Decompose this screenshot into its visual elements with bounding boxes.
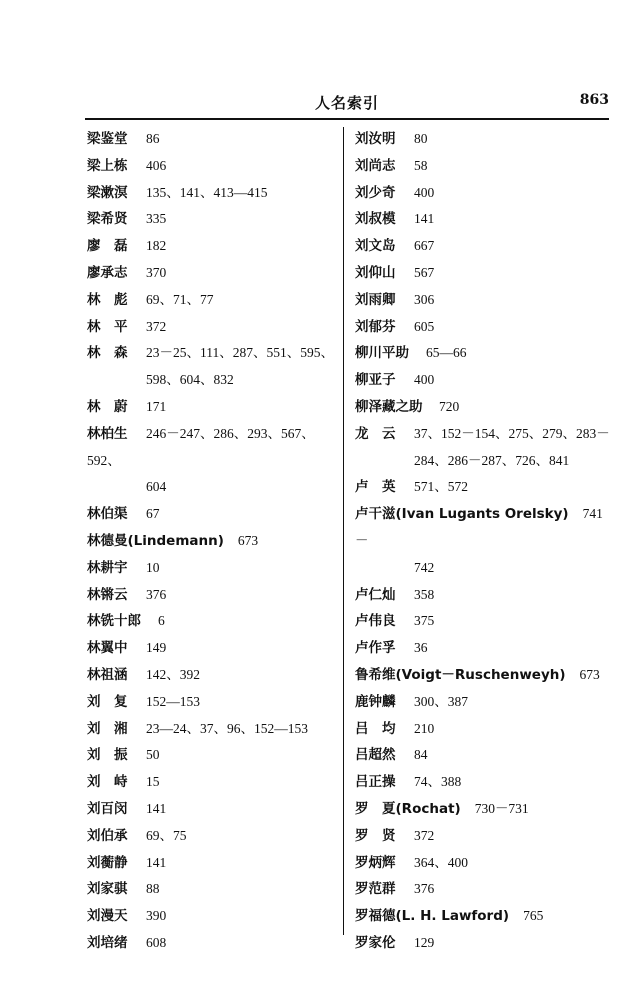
index-name: 刘 峙 bbox=[87, 774, 128, 791]
index-page-refs: 182 bbox=[146, 238, 167, 254]
index-entry bbox=[355, 635, 613, 662]
index-name: 林伯渠 bbox=[87, 506, 128, 523]
index-entry bbox=[355, 421, 613, 475]
index-entry-line bbox=[355, 287, 613, 314]
index-entry bbox=[87, 876, 337, 903]
index-name: 刘少奇 bbox=[355, 184, 396, 201]
index-name: 林铣十郎 bbox=[87, 613, 141, 630]
index-entry-line bbox=[87, 206, 337, 233]
index-page-refs-continued: 742 bbox=[414, 559, 435, 575]
index-entry bbox=[87, 582, 337, 609]
index-name: 刘郁芬 bbox=[355, 318, 396, 335]
index-entry-line bbox=[355, 233, 613, 260]
index-name: 刘百闵 bbox=[87, 800, 128, 817]
index-name: 梁希贤 bbox=[87, 211, 128, 228]
index-entry bbox=[355, 394, 613, 421]
index-entry bbox=[355, 367, 613, 394]
index-entry bbox=[355, 716, 613, 743]
index-page-refs: 765 bbox=[523, 908, 544, 924]
index-entry-line bbox=[355, 769, 613, 796]
index-entry-line bbox=[87, 876, 337, 903]
index-name: 吕 均 bbox=[355, 720, 396, 737]
index-name: 林德曼(Lindemann) bbox=[87, 532, 224, 549]
index-entry-line bbox=[355, 206, 613, 233]
index-entry-line bbox=[87, 314, 337, 341]
index-entry bbox=[355, 260, 613, 287]
page-number: 863 bbox=[579, 92, 609, 108]
index-entry bbox=[355, 742, 613, 769]
index-page-refs: 80 bbox=[414, 131, 428, 146]
index-entry-line bbox=[87, 930, 337, 957]
index-page-refs: 6 bbox=[158, 613, 165, 629]
index-page-refs: 23－25、111、287、551、595、 bbox=[146, 345, 334, 361]
index-name: 刘家骐 bbox=[87, 881, 128, 898]
index-entry bbox=[355, 876, 613, 903]
index-entry bbox=[355, 206, 613, 233]
index-entry bbox=[355, 823, 613, 850]
index-name: 林耕宇 bbox=[87, 559, 128, 576]
index-entry-line bbox=[355, 340, 613, 367]
index-name: 鹿钟麟 bbox=[355, 693, 396, 710]
index-name: 刘雨卿 bbox=[355, 291, 396, 308]
index-name: 卢作孚 bbox=[355, 640, 396, 657]
index-name: 刘 湘 bbox=[87, 720, 128, 737]
index-page-refs: 129 bbox=[414, 934, 435, 950]
index-name: 刘汝明 bbox=[355, 131, 396, 147]
index-entry-line bbox=[87, 689, 337, 716]
index-page-refs: 335 bbox=[146, 211, 167, 227]
index-entry-line bbox=[355, 796, 613, 823]
index-entry-line bbox=[355, 582, 613, 609]
index-entry-line bbox=[87, 582, 337, 609]
index-entry bbox=[87, 930, 337, 957]
index-page-refs: 246－247、286、293、567、592、 bbox=[87, 425, 315, 468]
index-page-refs: 23—24、37、96、152—153 bbox=[146, 720, 308, 736]
index-entry bbox=[87, 126, 337, 153]
index-name: 林祖涵 bbox=[87, 666, 128, 683]
index-entry-line bbox=[355, 930, 613, 957]
index-page-refs: 372 bbox=[146, 318, 167, 334]
index-page-refs: 15 bbox=[146, 774, 160, 790]
index-entry bbox=[355, 930, 613, 957]
index-entry-line bbox=[355, 876, 613, 903]
index-entry-line bbox=[355, 474, 613, 501]
index-name: 刘伯承 bbox=[87, 827, 128, 844]
index-entry bbox=[355, 796, 613, 823]
index-name: 柳亚子 bbox=[355, 372, 396, 389]
index-entry bbox=[87, 823, 337, 850]
running-head bbox=[85, 92, 609, 114]
index-page-refs: 84 bbox=[414, 747, 428, 763]
index-entry-line bbox=[87, 233, 337, 260]
index-entry bbox=[87, 555, 337, 582]
index-page-refs: 88 bbox=[146, 881, 160, 897]
index-page-refs: 741－ bbox=[355, 506, 603, 548]
index-name: 林 平 bbox=[87, 318, 128, 335]
index-entry bbox=[87, 769, 337, 796]
index-page-refs: 400 bbox=[414, 184, 435, 200]
column-divider bbox=[343, 127, 344, 935]
index-entry bbox=[87, 233, 337, 260]
index-entry bbox=[87, 260, 337, 287]
index-entry-line bbox=[87, 501, 337, 528]
index-page-refs: 141 bbox=[146, 800, 167, 816]
index-entry bbox=[87, 153, 337, 180]
index-name: 龙 云 bbox=[355, 425, 396, 442]
index-entry-line bbox=[87, 850, 337, 877]
index-entry bbox=[355, 287, 613, 314]
index-page-refs: 400 bbox=[414, 372, 435, 388]
index-entry bbox=[87, 287, 337, 314]
index-entry-line bbox=[355, 635, 613, 662]
index-entry-line bbox=[87, 340, 337, 367]
index-name: 廖承志 bbox=[87, 264, 128, 281]
index-name: 刘叔模 bbox=[355, 211, 396, 228]
index-name: 鲁希维(Voigt－Ruschenweyh) bbox=[355, 666, 566, 683]
index-entry-line bbox=[355, 850, 613, 877]
index-page-refs: 673 bbox=[237, 532, 259, 548]
index-entry bbox=[87, 394, 337, 421]
index-page-refs: 375 bbox=[414, 613, 435, 629]
index-entry bbox=[355, 126, 613, 153]
index-page-refs: 376 bbox=[414, 881, 435, 897]
index-name: 柳川平助 bbox=[355, 345, 409, 362]
index-entry-line bbox=[87, 608, 337, 635]
index-page-refs: 10 bbox=[146, 559, 160, 575]
index-entry bbox=[87, 340, 337, 394]
index-entry-line bbox=[355, 314, 613, 341]
index-page-refs: 673 bbox=[579, 666, 600, 682]
index-name: 卢伟良 bbox=[355, 613, 396, 630]
right-column bbox=[355, 126, 613, 957]
index-name: 卢干滋(Ivan Lugants Orelsky) bbox=[355, 506, 569, 523]
index-name: 梁上栋 bbox=[87, 157, 128, 174]
index-page-refs: 605 bbox=[414, 318, 435, 334]
index-entry bbox=[87, 850, 337, 877]
index-name: 吕超然 bbox=[355, 747, 396, 764]
index-name: 罗家伦 bbox=[355, 934, 396, 951]
index-name: 梁漱溟 bbox=[87, 184, 128, 201]
index-name: 刘文岛 bbox=[355, 238, 396, 255]
index-entry bbox=[355, 474, 613, 501]
index-entry-line bbox=[355, 367, 613, 394]
index-page-refs: 36 bbox=[414, 640, 428, 656]
index-entry bbox=[355, 689, 613, 716]
index-name: 卢仁灿 bbox=[355, 586, 396, 603]
index-name: 林 森 bbox=[87, 345, 128, 362]
index-entry-line bbox=[87, 903, 337, 930]
index-entry-line bbox=[355, 742, 613, 769]
index-page-refs: 67 bbox=[146, 506, 160, 522]
index-name: 林 蔚 bbox=[87, 398, 128, 415]
index-name: 刘 复 bbox=[87, 693, 128, 710]
index-page-refs: 69、71、77 bbox=[146, 291, 214, 307]
index-page-refs: 149 bbox=[146, 640, 167, 656]
index-entry-line bbox=[87, 662, 337, 689]
index-page-refs: 667 bbox=[414, 238, 435, 254]
index-page-refs: 358 bbox=[414, 586, 435, 602]
index-name: 吕正操 bbox=[355, 774, 396, 791]
index-name: 廖 磊 bbox=[87, 238, 128, 255]
index-entry bbox=[355, 340, 613, 367]
index-entry-line bbox=[355, 823, 613, 850]
index-entry-line bbox=[87, 635, 337, 662]
index-name: 罗范群 bbox=[355, 881, 396, 898]
index-entry-line bbox=[87, 180, 337, 207]
index-page-refs: 86 bbox=[146, 131, 160, 146]
index-page-refs: 141 bbox=[146, 854, 167, 870]
index-page-refs: 730－731 bbox=[474, 800, 529, 816]
index-entry bbox=[87, 635, 337, 662]
index-page-refs: 306 bbox=[414, 291, 435, 307]
index-entry-line bbox=[355, 689, 613, 716]
index-entry-line bbox=[355, 126, 613, 153]
index-page-refs: 406 bbox=[146, 157, 167, 173]
index-entry bbox=[87, 689, 337, 716]
index-name: 林翼中 bbox=[87, 640, 128, 657]
index-page-refs: 372 bbox=[414, 827, 435, 843]
index-entry bbox=[87, 742, 337, 769]
index-entry-line bbox=[87, 716, 337, 743]
index-page-refs: 370 bbox=[146, 264, 167, 280]
index-entry bbox=[355, 608, 613, 635]
index-entry-line bbox=[87, 555, 337, 582]
index-page-refs: 58 bbox=[414, 157, 428, 173]
index-name: 梁鉴堂 bbox=[87, 131, 128, 147]
index-entry-line bbox=[355, 662, 613, 689]
index-entry-line bbox=[355, 260, 613, 287]
index-entry-line bbox=[87, 742, 337, 769]
index-entry-line bbox=[87, 796, 337, 823]
left-column bbox=[87, 126, 337, 957]
index-entry-line bbox=[87, 823, 337, 850]
index-entry-line bbox=[355, 716, 613, 743]
index-page-refs: 135、141、413—415 bbox=[146, 184, 268, 200]
index-page-refs: 74、388 bbox=[414, 774, 462, 790]
index-page-refs: 720 bbox=[439, 398, 460, 414]
index-name: 罗炳辉 bbox=[355, 854, 396, 871]
index-entry bbox=[355, 314, 613, 341]
index-entry bbox=[87, 501, 337, 528]
index-name: 罗福德(L. H. Lawford) bbox=[355, 908, 510, 925]
index-entry bbox=[87, 528, 337, 555]
index-name: 刘尚志 bbox=[355, 157, 396, 174]
index-page-refs-continued: 604 bbox=[146, 479, 167, 495]
index-entry bbox=[355, 153, 613, 180]
index-entry-line bbox=[87, 153, 337, 180]
page-title: 人名索引 bbox=[314, 94, 379, 112]
index-entry-line bbox=[87, 287, 337, 314]
index-entry bbox=[355, 850, 613, 877]
index-page-refs: 390 bbox=[146, 908, 167, 924]
index-entry-line bbox=[87, 394, 337, 421]
index-name: 刘漫天 bbox=[87, 908, 128, 925]
index-page-refs: 65—66 bbox=[426, 345, 467, 361]
index-entry bbox=[355, 501, 613, 581]
index-page-refs: 142、392 bbox=[146, 666, 200, 682]
index-entry bbox=[87, 716, 337, 743]
index-entry-line bbox=[87, 260, 337, 287]
index-entry bbox=[87, 421, 337, 501]
index-name: 林锵云 bbox=[87, 586, 128, 603]
index-entry bbox=[87, 796, 337, 823]
index-page-refs: 50 bbox=[146, 747, 160, 763]
index-name: 罗 贤 bbox=[355, 827, 396, 844]
index-name: 柳泽藏之助 bbox=[355, 398, 423, 415]
index-name: 刘 振 bbox=[87, 747, 128, 764]
index-name: 刘蘅静 bbox=[87, 854, 128, 871]
index-entry-line bbox=[87, 126, 337, 153]
index-entry bbox=[355, 903, 613, 930]
index-name: 刘培绪 bbox=[87, 934, 128, 951]
index-page-refs: 571、572 bbox=[414, 479, 468, 495]
index-entry bbox=[355, 180, 613, 207]
index-page-refs: 210 bbox=[414, 720, 435, 736]
index-entry bbox=[355, 233, 613, 260]
index-entry-line bbox=[355, 501, 613, 555]
index-entry bbox=[87, 903, 337, 930]
index-entry-line bbox=[355, 608, 613, 635]
index-entry bbox=[87, 314, 337, 341]
index-entry bbox=[355, 582, 613, 609]
index-page-refs: 141 bbox=[414, 211, 435, 227]
index-name: 罗 夏(Rochat) bbox=[355, 800, 461, 817]
index-entry bbox=[87, 662, 337, 689]
index-page-refs-continued: 284、286－287、726、841 bbox=[414, 452, 570, 468]
index-entry bbox=[87, 180, 337, 207]
index-page-refs: 300、387 bbox=[414, 693, 468, 709]
index-page-refs: 376 bbox=[146, 586, 167, 602]
index-entry-line bbox=[355, 903, 613, 930]
index-entry-line bbox=[355, 180, 613, 207]
index-page-refs-continued: 598、604、832 bbox=[146, 372, 234, 388]
index-entry-line bbox=[87, 769, 337, 796]
index-entry-line bbox=[355, 421, 613, 448]
index-page-refs: 171 bbox=[146, 398, 167, 414]
index-page-refs: 364、400 bbox=[414, 854, 468, 870]
index-entry bbox=[87, 206, 337, 233]
index-entry-line bbox=[355, 153, 613, 180]
index-page-refs: 69、75 bbox=[146, 827, 187, 843]
index-name: 刘仰山 bbox=[355, 264, 396, 281]
index-page-refs: 152—153 bbox=[146, 693, 200, 709]
index-entry-line bbox=[87, 421, 337, 475]
index-name: 卢 英 bbox=[355, 479, 396, 496]
index-entry-line bbox=[87, 528, 337, 555]
index-name: 林柏生 bbox=[87, 425, 128, 442]
index-entry bbox=[87, 608, 337, 635]
index-page-refs: 37、152－154、275、279、283－ bbox=[414, 425, 610, 441]
index-entry-line bbox=[355, 394, 613, 421]
index-name: 林 彪 bbox=[87, 291, 128, 308]
index-page-refs: 567 bbox=[414, 264, 435, 280]
index-page-refs: 608 bbox=[146, 934, 167, 950]
header-rule bbox=[85, 118, 609, 120]
index-entry bbox=[355, 769, 613, 796]
index-entry bbox=[355, 662, 613, 689]
